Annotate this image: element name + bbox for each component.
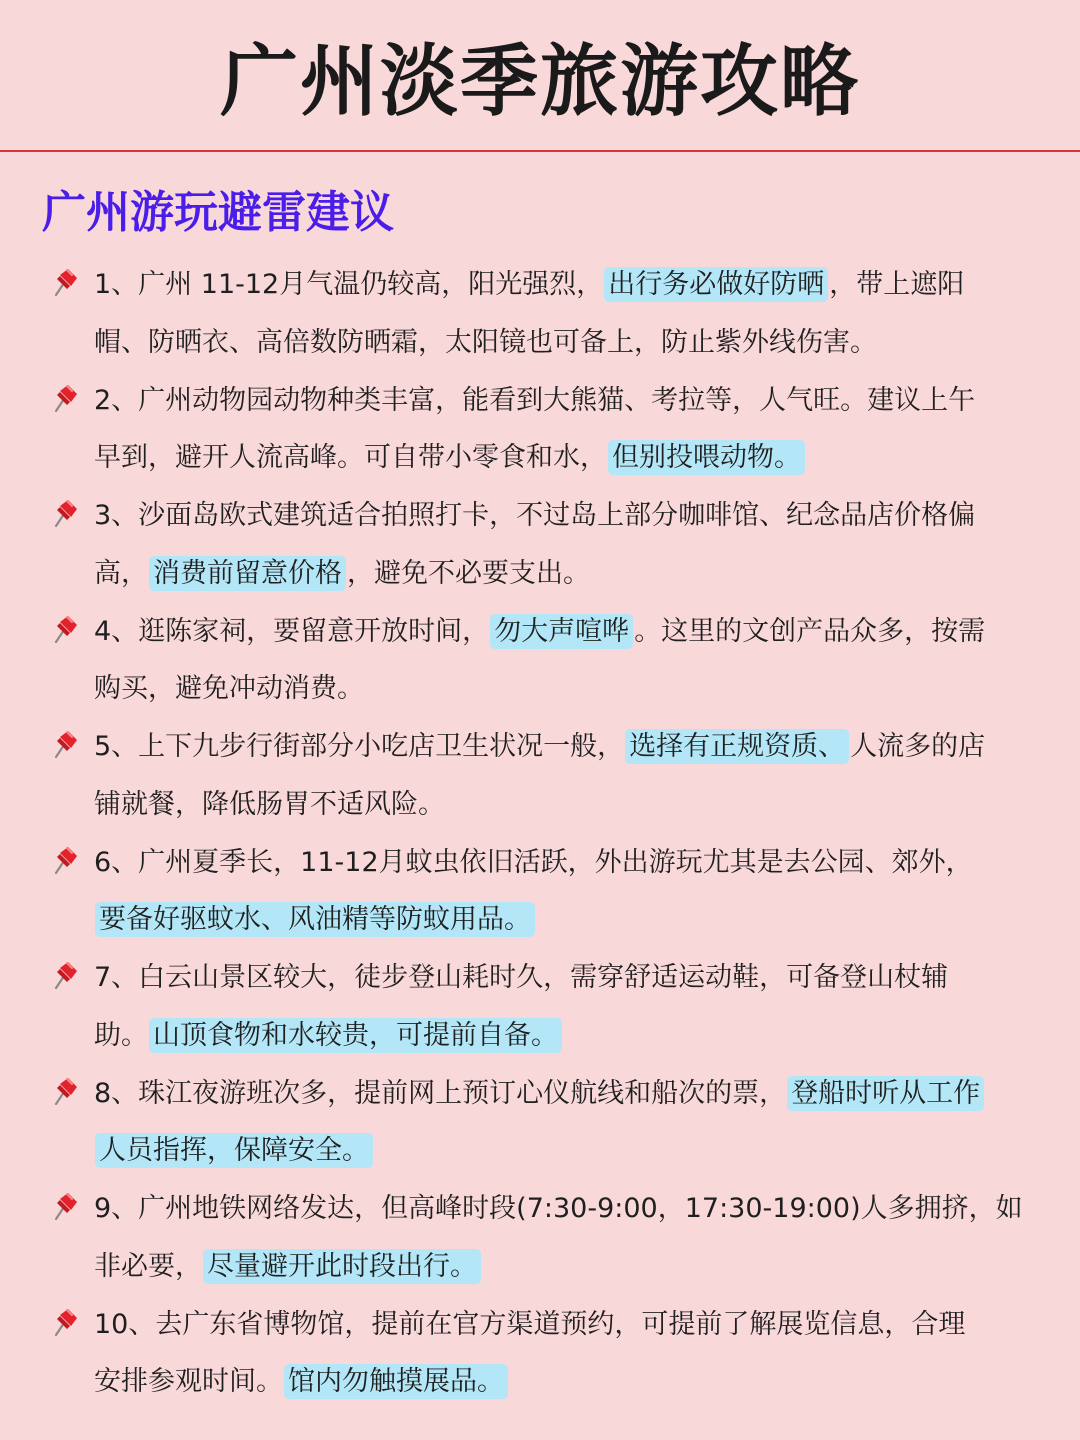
tip-line bbox=[94, 1180, 1044, 1238]
tip-item bbox=[0, 1065, 1080, 1181]
tip-text-segment: 3、沙面岛欧式建筑适合拍照打卡，不过岛上部分咖啡馆、纪念品店价格偏 bbox=[94, 500, 976, 531]
tip-text bbox=[94, 1296, 1044, 1411]
tip-text bbox=[94, 949, 1044, 1064]
tip-text-segment: 10、去广东省博物馆，提前在官方渠道预约，可提前了解展览信息，合理 bbox=[94, 1308, 966, 1340]
pushpin-icon bbox=[50, 497, 80, 529]
tip-text bbox=[94, 834, 1044, 949]
pushpin-icon bbox=[50, 728, 80, 760]
tip-item bbox=[0, 834, 1080, 950]
pushpin-icon bbox=[50, 382, 80, 414]
tip-text bbox=[94, 487, 1044, 602]
pushpin-icon bbox=[50, 844, 80, 876]
highlighted-text: 选择有正规资质、 bbox=[625, 729, 849, 764]
highlighted-text: 出行务必做好防晒 bbox=[604, 267, 828, 302]
tip-line bbox=[94, 256, 1044, 314]
highlighted-text: 但别投喂动物。 bbox=[608, 440, 805, 475]
tip-text-segment: 铺就餐，降低肠胃不适风险。 bbox=[94, 788, 445, 820]
pushpin-icon bbox=[50, 1075, 80, 1107]
tip-text-segment: 帽、防晒衣、高倍数防晒霜，太阳镜也可备上，防止紫外线伤害。 bbox=[94, 326, 877, 358]
tip-text-segment: 早到，避开人流高峰。可自带小零食和水， bbox=[94, 442, 607, 473]
tip-text-segment: 非必要， bbox=[94, 1250, 202, 1282]
highlighted-text: 勿大声喧哗 bbox=[490, 614, 633, 649]
pushpin-icon bbox=[50, 266, 80, 298]
tip-text-segment: 高， bbox=[94, 557, 148, 589]
tip-text-segment: ，避免不必要支出。 bbox=[347, 557, 590, 589]
tip-line bbox=[94, 487, 1044, 545]
page-title: 广州淡季旅游攻略 bbox=[219, 36, 860, 127]
tip-line bbox=[94, 545, 1044, 603]
tip-text bbox=[94, 256, 1044, 371]
highlighted-text: 山顶食物和水较贵，可提前自备。 bbox=[149, 1018, 562, 1053]
tip-text-segment: 购买，避免冲动消费。 bbox=[94, 673, 364, 704]
tip-text bbox=[94, 1065, 1044, 1180]
tip-line bbox=[94, 1296, 1044, 1354]
tip-text bbox=[94, 718, 1044, 833]
tip-text-segment: 4、逛陈家祠，要留意开放时间， bbox=[94, 615, 490, 647]
tip-item bbox=[0, 1296, 1080, 1412]
tip-item bbox=[0, 1180, 1080, 1296]
tip-line bbox=[94, 429, 1044, 487]
highlighted-text: 要备好驱蚊水、风油精等防蚊用品。 bbox=[95, 902, 535, 937]
tip-item bbox=[0, 487, 1080, 603]
pushpin-icon bbox=[50, 1306, 80, 1338]
tip-item bbox=[0, 718, 1080, 834]
tip-text-segment: 5、上下九步行街部分小吃店卫生状况一般， bbox=[94, 731, 625, 762]
tip-text-segment: 助。 bbox=[94, 1019, 148, 1051]
tip-line bbox=[94, 834, 1044, 892]
tip-text-segment: 人流多的店 bbox=[850, 731, 986, 762]
tip-line bbox=[94, 1238, 1044, 1296]
tip-text-segment: 1、广州 11-12月气温仍较高，阳光强烈， bbox=[94, 269, 604, 300]
tip-item bbox=[0, 949, 1080, 1065]
tip-text-segment: 7、白云山景区较大，徒步登山耗时久，需穿舒适运动鞋，可备登山杖辅 bbox=[94, 962, 949, 993]
tip-text-segment: 2、广州动物园动物种类丰富，能看到大熊猫、考拉等，人气旺。建议上午 bbox=[94, 384, 976, 416]
tip-text-segment: 9、广州地铁网络发达，但高峰时段(7:30-9:00，17:30-19:00)人多拥挤，如 bbox=[94, 1193, 1023, 1224]
tip-text-segment: ，带上遮阳 bbox=[829, 269, 965, 300]
tip-text bbox=[94, 1180, 1044, 1295]
pushpin-icon bbox=[50, 1190, 80, 1222]
tip-text-segment: 8、珠江夜游班次多，提前网上预订心仪航线和船次的票， bbox=[94, 1077, 787, 1109]
header bbox=[0, 0, 1080, 152]
tip-item bbox=[0, 603, 1080, 719]
tip-line bbox=[94, 1065, 1044, 1123]
tip-text-segment: 6、广州夏季长，11-12月蚊虫依旧活跃，外出游玩尤其是去公园、郊外， bbox=[94, 846, 973, 878]
tip-line bbox=[94, 314, 1044, 372]
tip-text-segment: 。这里的文创产品众多，按需 bbox=[634, 615, 986, 647]
tip-item bbox=[0, 256, 1080, 372]
highlighted-text: 消费前留意价格 bbox=[149, 556, 346, 591]
tip-line bbox=[94, 660, 1044, 718]
pushpin-icon bbox=[50, 613, 80, 645]
tip-line bbox=[94, 603, 1044, 661]
highlighted-text: 人员指挥，保障安全。 bbox=[95, 1133, 373, 1168]
tip-item bbox=[0, 372, 1080, 488]
highlighted-text: 馆内勿触摸展品。 bbox=[284, 1364, 508, 1399]
highlighted-text: 尽量避开此时段出行。 bbox=[203, 1249, 481, 1284]
tip-text bbox=[94, 372, 1044, 487]
tip-line bbox=[94, 718, 1044, 776]
tip-line bbox=[94, 949, 1044, 1007]
tip-line bbox=[94, 372, 1044, 430]
tip-line bbox=[94, 1122, 1044, 1180]
tip-text bbox=[94, 603, 1044, 718]
tip-text-segment: 安排参观时间。 bbox=[94, 1366, 283, 1397]
highlighted-text: 登船时听从工作 bbox=[787, 1076, 984, 1111]
tip-line bbox=[94, 1353, 1044, 1411]
pushpin-icon bbox=[50, 959, 80, 991]
tip-line bbox=[94, 776, 1044, 834]
tips-list bbox=[0, 256, 1080, 1411]
section-title: 广州游玩避雷建议 bbox=[42, 187, 394, 238]
tip-line bbox=[94, 1007, 1044, 1065]
tip-line bbox=[94, 891, 1044, 949]
